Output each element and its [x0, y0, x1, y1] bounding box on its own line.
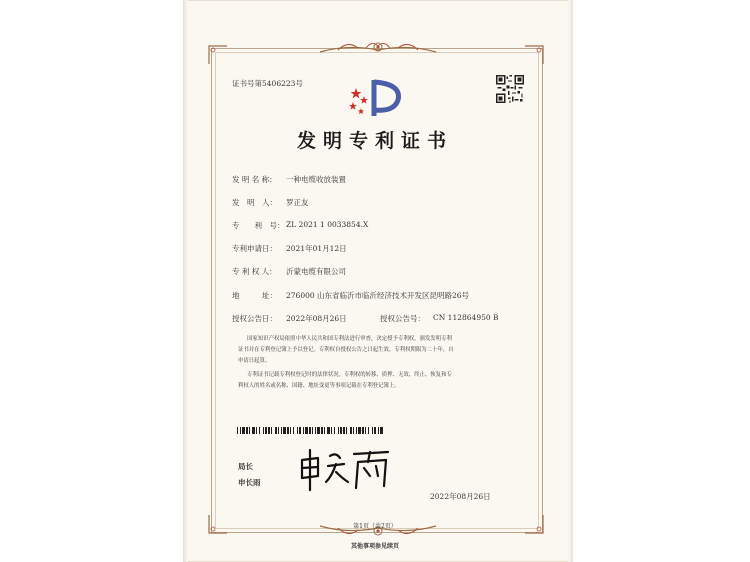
page-number: 第1页（共2页）: [353, 523, 397, 530]
field-value-grant-pub-number: CN 112864950 B: [433, 313, 499, 322]
field-label-invention-name: 发 明 名 称：: [232, 175, 277, 184]
field-label-address: 地 址：: [232, 291, 277, 300]
field-label-filing-date: 专利申请日：: [232, 244, 277, 253]
statement-paragraph-line: 证书并在专利登记簿上予以登记。专利权自授权公告之日起生效。专利权期限为二十年，自: [238, 347, 454, 353]
statement-paragraph-line: 国家知识产权局依照中华人民共和国专利法进行审查，决定授予专利权，颁发发明专利: [247, 336, 452, 342]
signature-name: 申长雨: [238, 478, 261, 487]
field-value-invention-name: 一种电缆收放装置: [286, 175, 346, 184]
field-value-address: 276000 山东省临沂市临沂经济技术开发区昆明路26号: [286, 291, 470, 300]
field-label-grant-pub-number: 授权公告号：: [380, 314, 425, 323]
sheet-edge-left: [183, 0, 188, 562]
certificate-number: 证书号第5406223号: [232, 79, 303, 88]
qr-code-icon: [496, 75, 524, 103]
field-value-filing-date: 2021年01月12日: [286, 244, 347, 253]
corner-ornament-icon: [207, 44, 229, 66]
signature-title: 局长: [238, 462, 253, 471]
top-ornament-icon: [318, 38, 438, 58]
corner-ornament-icon: [523, 44, 545, 66]
field-value-grant-date: 2022年08月26日: [286, 314, 347, 323]
field-label-patentee: 专 利 权 人：: [232, 267, 277, 276]
statement-paragraph-line: 利权人的姓名或名称、国籍、地址变更等事项记载在专利登记簿上。: [238, 383, 400, 389]
certificate-title: 发明专利证书: [296, 130, 453, 152]
field-value-patent-number: ZL 2021 1 0033854.X: [286, 220, 369, 229]
field-label-inventor: 发 明 人：: [232, 198, 277, 207]
patent-office-emblem-icon: [344, 76, 410, 120]
barcode-icon: [237, 427, 383, 434]
sheet-edge-right: [568, 0, 573, 562]
issue-date: 2022年08月26日: [430, 492, 491, 501]
field-value-patentee: 沂蒙电缆有限公司: [286, 267, 346, 276]
field-label-grant-date: 授权公告日：: [232, 314, 277, 323]
field-label-patent-number: 专 利 号：: [232, 221, 285, 230]
bottom-note: 其他事项参见续页: [350, 543, 399, 550]
director-signature: [296, 446, 392, 492]
statement-paragraph-line: 专利证书记载专利权登记时的法律状况。专利权的转移、质押、无效、终止、恢复和专: [247, 372, 452, 378]
field-value-inventor: 罗正友: [286, 198, 309, 207]
statement-paragraph-line: 申请日起算。: [238, 358, 271, 364]
